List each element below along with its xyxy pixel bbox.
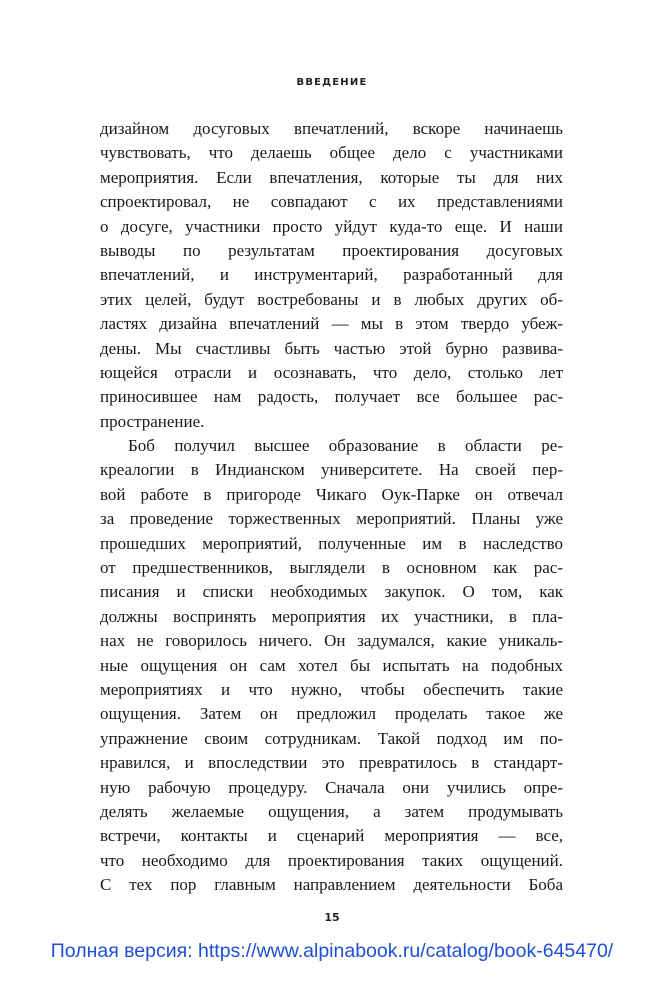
text-line: должны воспринять мероприятия их участники, в пла- [100,606,563,626]
body-text [100,117,563,898]
text-line: дизайном досуговых впечатлений, вскоре начинаешь [100,119,563,138]
text-line: дены. Мы счастливы быть частью этой бурно развива- [100,338,563,358]
text-line: нравился, и впоследствии это превратилось в стандарт- [100,753,563,773]
text-line: пространение. [100,411,205,431]
text-line: ощущения. Затем он предложил проделать такое же [100,704,563,724]
text-line: Боб получил высшее образование в области ре- [128,436,563,456]
text-line: ные ощущения он сам хотел бы испытать на подобных [100,655,563,675]
text-line: выводы по результатам проектирования досуговых [100,240,563,260]
text-line: этих целей, будут востребованы и в любых других об- [100,289,563,309]
text-line: спроектировал, не совпадают с их представлениями [100,192,563,212]
running-head: ВВЕДЕНИЕ [296,77,368,88]
text-line: ластях дизайна впечатлений — мы в этом твердо убеж- [100,314,563,334]
full-version-link[interactable]: Полная версия: https://www.alpinabook.ru/catalog/book-645470/ [50,940,614,962]
text-line: нах не говорилось ничего. Он задумался, какие уникаль- [100,631,563,651]
text-line: вой работе в пригороде Чикаго Оук-Парке он отвечал [100,484,563,504]
text-line: прошедших мероприятий, полученные им в наследство [100,533,563,553]
text-line: креалогии в Индианском университете. На своей пер- [100,460,563,480]
text-line: делять желаемые ощущения, а затем продумывать [100,801,563,821]
text-line: мероприятия. Если впечатления, которые ты для них [100,167,563,187]
text-line: ную рабочую процедуру. Сначала они учились опре- [100,777,563,797]
paragraph-2 [100,434,563,897]
text-line: С тех пор главным направлением деятельности Боба [100,875,563,895]
text-line: приносившее нам радость, получает все большее рас- [100,387,563,407]
text-line: впечатлений, и инструментарий, разработанный для [100,265,563,285]
text-line: встречи, контакты и сценарий мероприятия — все, [100,826,563,846]
text-line: чувствовать, что делаешь общее дело с участниками [100,143,563,163]
text-line: что необходимо для проектирования таких ощущений. [100,850,563,870]
text-line: упражнение своим сотрудникам. Такой подход им по- [100,728,563,748]
text-line: мероприятиях и что нужно, чтобы обеспечить такие [100,679,563,699]
page-number: 15 [324,911,340,924]
text-line: о досуге, участники просто уйдут куда-то еще. И наши [100,216,563,236]
text-line: писания и списки необходимых закупок. О том, как [100,582,563,602]
paragraph-1 [100,117,563,434]
text-line: от предшественников, выглядели в основном как рас- [100,558,563,578]
text-line: ющейся отрасли и осознавать, что дело, столько лет [100,362,563,382]
text-line: за проведение торжественных мероприятий. Планы уже [100,509,563,529]
